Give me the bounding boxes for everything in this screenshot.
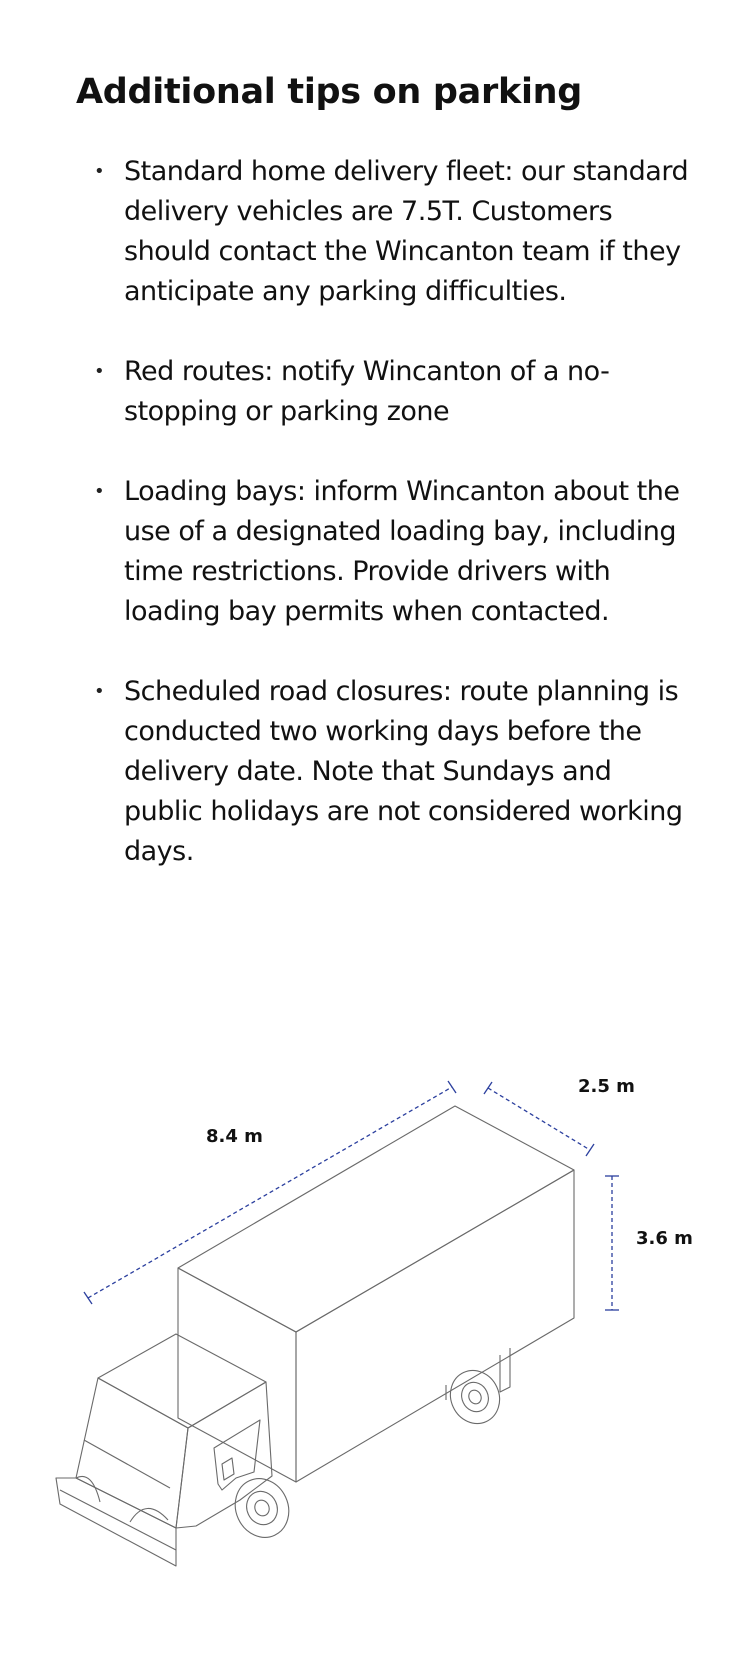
width-label: 2.5 m [578,1076,635,1097]
truck-diagram [0,1040,750,1600]
dimension-lines [84,1081,619,1310]
tips-list [94,152,694,912]
height-label: 3.6 m [636,1228,693,1249]
tip-red-routes: • Red routes: notify Wincanton of a no-stopping or parking zone [94,352,694,432]
truck-illustration [56,1106,574,1566]
tip-loading-bays: • Loading bays: inform Wincanton about the use of a designated loading bay, including time restrictions. Provide drivers with loading bay permits when contacted. [94,472,694,632]
tip-standard-fleet: • Standard home delivery fleet: our standard delivery vehicles are 7.5T. Customers should contact the Wincanton team if they anticipate any parking difficulties. [94,152,694,312]
length-label: 8.4 m [206,1126,263,1147]
length-dimension-line [88,1087,452,1298]
page-title: Additional tips on parking [76,72,583,112]
width-dimension-line [488,1088,590,1150]
tip-road-closures: • Scheduled road closures: route planning is conducted two working days before the delivery date. Note that Sundays and public holidays are not considered working days. [94,672,694,872]
